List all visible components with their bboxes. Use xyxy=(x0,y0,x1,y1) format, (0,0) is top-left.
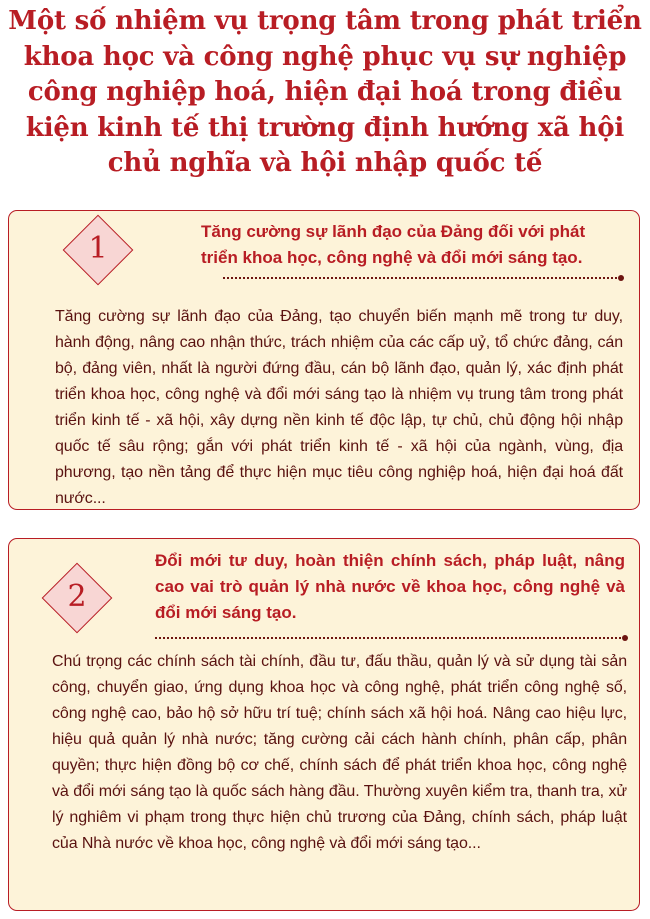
dotted-separator xyxy=(155,637,625,639)
task-heading: Tăng cường sự lãnh đạo của Đảng đối với phát triển khoa học, công nghệ và đổi mới sáng tạo. xyxy=(201,222,586,267)
task-card-1 xyxy=(8,210,640,510)
task-number: 2 xyxy=(67,579,87,614)
task-number: 1 xyxy=(88,231,108,266)
task-body: Tăng cường sự lãnh đạo của Đảng, tạo chuyển biến mạnh mẽ trong tư duy, hành động, nâng cao nhận thức, trách nhiệm của các cấp uỷ, tổ chức đảng, cán bộ, đảng viên, nhất là người đứng đầu, cán bộ lãnh đạo, quản lý, xác định phát triển khoa học, công nghệ và đổi mới sáng tạo là nhiệm vụ trung tâm trong phát triển kinh tế - xã hội, xây dựng nền kinh tế độc lập, tự chủ, chủ động hội nhập quốc tế sâu rộng; gắn với phát triển kinh tế - xã hội của ngành, vùng, địa phương, tạo nền tảng để thực hiện mục tiêu công nghiệp hoá, hiện đại hoá đất nước... xyxy=(55,308,623,507)
task-card-2 xyxy=(8,538,640,911)
task-heading: Đổi mới tư duy, hoàn thiện chính sách, pháp luật, nâng cao vai trò quản lý nhà nước về khoa học, công nghệ và đổi mới sáng tạo. xyxy=(155,551,625,622)
page-title: Một số nhiệm vụ trọng tâm trong phát triển khoa học và công nghệ phục vụ sự nghiệp công nghiệp hoá, hiện đại hoá trong điều kiện kinh tế thị trường định hướng xã hội chủ nghĩa và hội nhập quốc tế xyxy=(8,6,642,178)
dotted-separator xyxy=(223,277,621,279)
task-body: Chú trọng các chính sách tài chính, đầu tư, đấu thầu, quản lý và sử dụng tài sản công, chuyển giao, ứng dụng khoa học và công nghệ, phát triển công nghệ số, công nghệ cao, bảo hộ sở hữu trí tuệ; chính sách xã hội hoá. Nâng cao hiệu lực, hiệu quả quản lý nhà nước; tăng cường cải cách hành chính, phân cấp, phân quyền; thực hiện đồng bộ cơ chế, chính sách để phát triển khoa học, công nghệ và đổi mới sáng tạo là quốc sách hàng đầu. Thường xuyên kiểm tra, thanh tra, xử lý nghiêm vi phạm trong thực hiện chủ trương của Đảng, chính sách, pháp luật của Nhà nước về khoa học, công nghệ và đổi mới sáng tạo... xyxy=(52,653,627,852)
